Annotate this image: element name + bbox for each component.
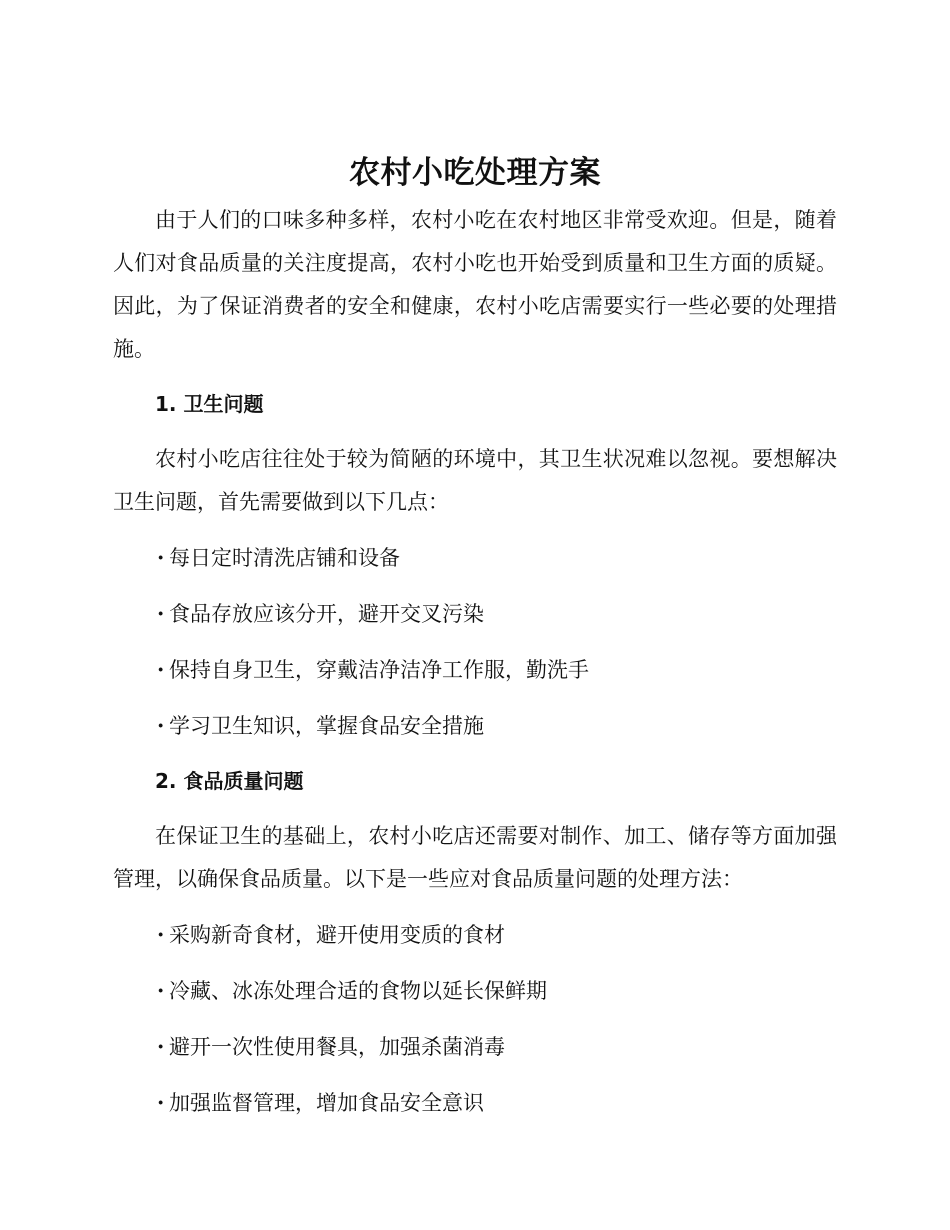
list-item-text: 每日定时清洗店铺和设备 xyxy=(169,546,400,570)
bullet-icon: · xyxy=(157,545,165,570)
section-paragraph-food-quality: 在保证卫生的基础上，农村小吃店还需要对制作、加工、储存等方面加强管理，以确保食品质量。以下是一些应对食品质量问题的处理方法： xyxy=(113,824,837,891)
list-item xyxy=(157,648,837,692)
list-item xyxy=(157,1081,837,1125)
section-heading-food-quality: 2. 食品质量问题 xyxy=(155,769,304,793)
list-item xyxy=(157,592,837,636)
bullet-icon: · xyxy=(157,713,165,738)
list-item-text: 避开一次性使用餐具，加强杀菌消毒 xyxy=(169,1035,505,1059)
list-item-text: 学习卫生知识，掌握食品安全措施 xyxy=(169,714,484,738)
list-item-text: 食品存放应该分开，避开交叉污染 xyxy=(169,602,484,626)
document-title: 农村小吃处理方案 xyxy=(349,155,601,191)
bullet-icon: · xyxy=(157,1034,165,1059)
section-paragraph-hygiene: 农村小吃店往往处于较为简陋的环境中，其卫生状况难以忽视。要想解决卫生问题，首先需要做到以下几点： xyxy=(113,447,837,514)
list-item-text: 冷藏、冰冻处理合适的食物以延长保鲜期 xyxy=(169,979,547,1003)
list-item-text: 加强监督管理，增加食品安全意识 xyxy=(169,1091,484,1115)
list-item xyxy=(157,913,837,957)
bullet-icon: · xyxy=(157,922,165,947)
bullet-list-hygiene xyxy=(113,536,837,748)
list-item xyxy=(157,536,837,580)
section-heading-hygiene: 1. 卫生问题 xyxy=(155,392,264,416)
bullet-icon: · xyxy=(157,978,165,1003)
list-item xyxy=(157,969,837,1013)
intro-paragraph: 由于人们的口味多种多样，农村小吃在农村地区非常受欢迎。但是，随着人们对食品质量的关注度提高，农村小吃也开始受到质量和卫生方面的质疑。因此，为了保证消费者的安全和健康，农村小吃店需要实行一些必要的处理措施。 xyxy=(113,208,837,361)
list-item-text: 采购新奇食材，避开使用变质的食材 xyxy=(169,923,505,947)
document-body xyxy=(113,199,837,1137)
bullet-list-food-quality xyxy=(113,913,837,1125)
list-item xyxy=(157,1025,837,1069)
list-item-text: 保持自身卫生，穿戴洁净洁净工作服，勤洗手 xyxy=(169,658,589,682)
bullet-icon: · xyxy=(157,1090,165,1115)
list-item xyxy=(157,704,837,748)
bullet-icon: · xyxy=(157,601,165,626)
bullet-icon: · xyxy=(157,657,165,682)
